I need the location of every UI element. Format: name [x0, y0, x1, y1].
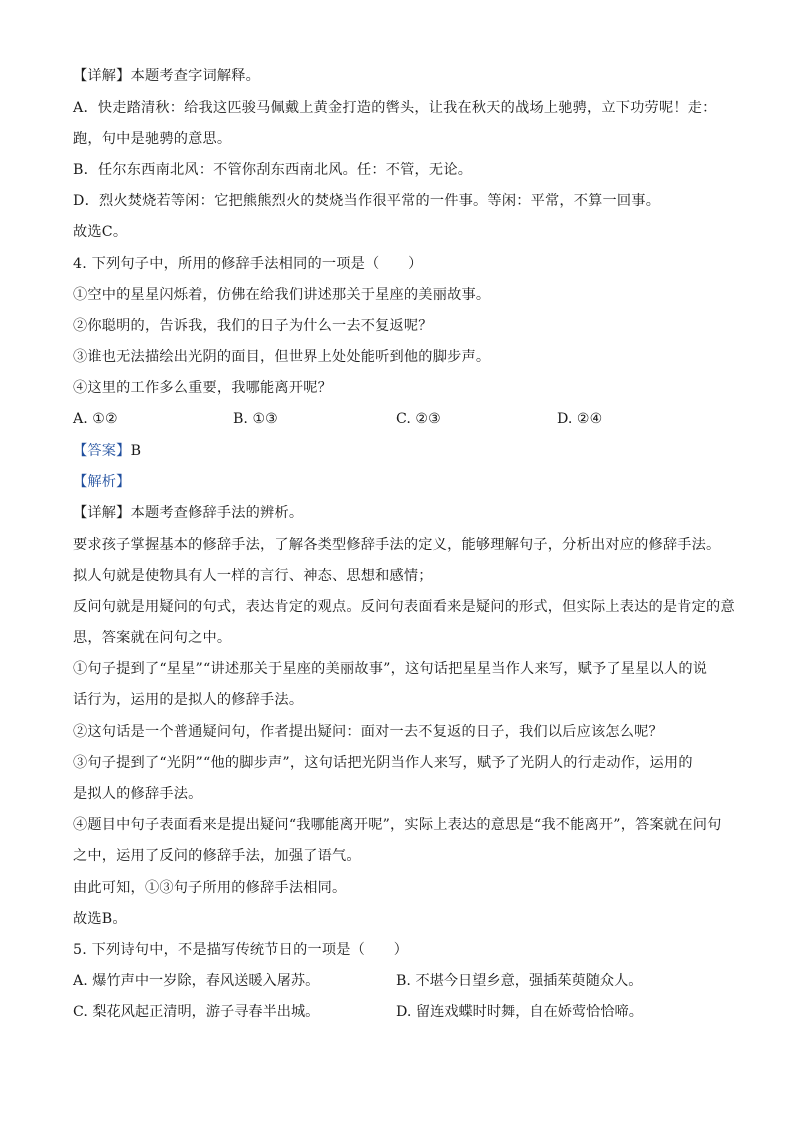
- detail-text: 本题考查修辞手法的辨析。: [130, 505, 304, 521]
- q4-sentence-2: ②你聪明的，告诉我，我们的日子为什么一去不复返呢？: [73, 318, 433, 334]
- q4-explain-line-6: 话行为，运用的是拟人的修辞手法。: [73, 692, 304, 708]
- analysis-tag: 【解析】: [73, 474, 131, 490]
- q4-detail-line: [73, 503, 723, 523]
- q4-analysis-line: [73, 472, 723, 492]
- q4-explain-line-13: 故选B。: [73, 911, 127, 927]
- q4-sentence-1: ①空中的星星闪烁着，仿佛在给我们讲述那关于星座的美丽故事。: [73, 287, 491, 303]
- q4-sentence-3: ③谁也无法描绘出光阴的面目，但世界上处处能听到他的脚步声。: [73, 349, 491, 365]
- answer-value: B: [130, 443, 142, 459]
- q4-explain-line-10: ④题目中句子表面看来是提出疑问“我哪能离开呢”，实际上表达的意思是“我不能离开”，答案就在问句: [73, 817, 722, 833]
- q4-option-c: C. ②③: [396, 411, 441, 427]
- q4-explain-line-3: 反问句就是用疑问的句式，表达肯定的观点。反问句表面看来是疑问的形式，但实际上表达的是肯定的意: [73, 599, 735, 615]
- q3-option-b-line: B．任尔东西南北风：不管你刮东西南北风。任：不管，无论。: [73, 162, 473, 178]
- q4-explain-line-12: 由此可知，①③句子所用的修辞手法相同。: [73, 880, 347, 896]
- detail-tag: 【详解】: [73, 505, 131, 521]
- q5-option-a: A. 爆竹声中一岁除，春风送暖入屠苏。: [73, 973, 320, 989]
- q4-explain-line-5: ①句子提到了“星星”“讲述那关于星座的美丽故事”，这句话把星星当作人来写，赋予了星星以人的说: [73, 661, 708, 677]
- answer-tag: 【答案】: [73, 443, 131, 459]
- q3-detail-line: [73, 66, 723, 86]
- q3-option-d-line: D．烈火焚烧若等闲：它把熊熊烈火的焚烧当作很平常的一件事。等闲：平常，不算一回事。: [73, 193, 661, 209]
- q4-sentence-4: ④这里的工作多么重要，我哪能离开呢？: [73, 380, 332, 396]
- q4-explain-line-1: 要求孩子掌握基本的修辞手法，了解各类型修辞手法的定义，能够理解句子，分析出对应的修辞手法。: [73, 537, 721, 553]
- q5-option-c: C. 梨花风起正清明，游子寻春半出城。: [73, 1004, 320, 1020]
- q4-explain-line-4: 思，答案就在问句之中。: [73, 630, 232, 646]
- q3-conclusion: 故选C。: [73, 224, 128, 240]
- q4-option-a: A. ①②: [73, 411, 118, 427]
- q5-stem: 5. 下列诗句中，不是描写传统节日的一项是（ ）: [73, 942, 409, 958]
- q4-option-b: B. ①③: [233, 411, 278, 427]
- q4-explain-line-7: ②这句话是一个普通疑问句，作者提出疑问：面对一去不复返的日子，我们以后应该怎么呢？: [73, 724, 663, 740]
- q4-explain-line-2: 拟人句就是使物具有人一样的言行、神态、思想和感情；: [73, 568, 433, 584]
- q3-option-a-line1: A．快走踏清秋：给我这匹骏马佩戴上黄金打造的辔头，让我在秋天的战场上驰骋，立下功劳呢！走：: [73, 100, 717, 116]
- q4-explain-line-9: 是拟人的修辞手法。: [73, 786, 203, 802]
- q4-explain-line-11: 之中，运用了反问的修辞手法，加强了语气。: [73, 848, 361, 864]
- q4-explain-line-8: ③句子提到了“光阴”“他的脚步声”，这句话把光阴当作人来写，赋予了光阴人的行走动作，运用的: [73, 755, 693, 771]
- detail-text: 本题考查字词解释。: [130, 68, 261, 84]
- q4-option-d: D. ②④: [557, 411, 603, 427]
- q4-answer-line: [73, 441, 723, 461]
- q3-option-a-line2: 跑，句中是驰骋的意思。: [73, 131, 232, 147]
- q5-option-b: B. 不堪今日望乡意，强插茱萸随众人。: [396, 973, 643, 989]
- detail-tag: 【详解】: [73, 68, 131, 84]
- q5-option-d: D. 留连戏蝶时时舞，自在娇莺恰恰啼。: [396, 1004, 643, 1020]
- q4-stem: 4. 下列句子中，所用的修辞手法相同的一项是（ ）: [73, 256, 423, 272]
